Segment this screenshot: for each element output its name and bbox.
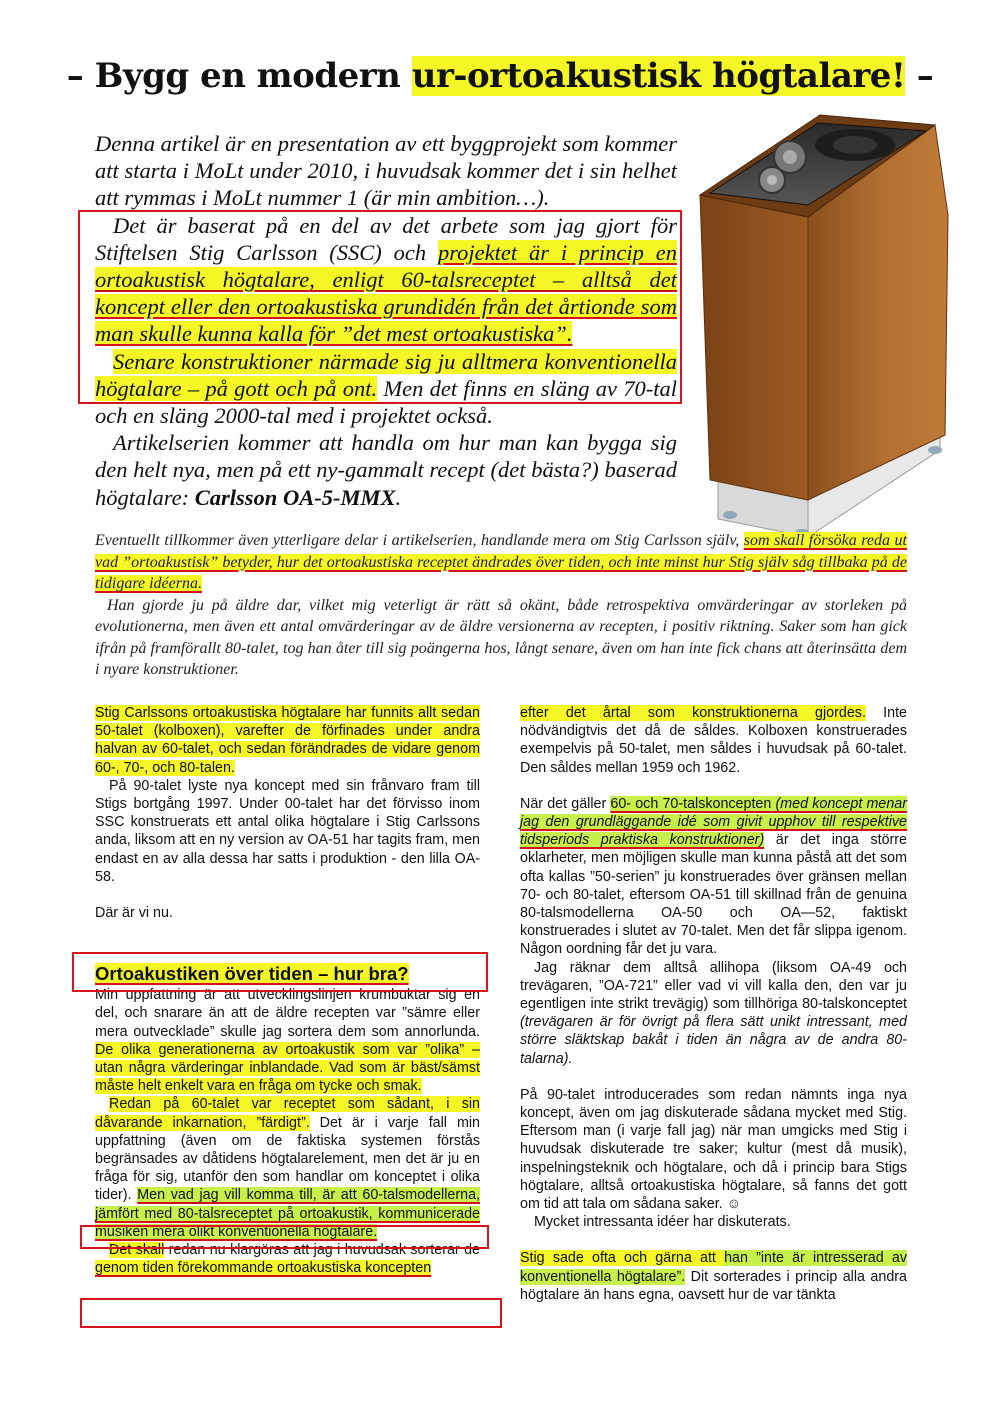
left-p6-highlight-end: genom tiden förekommande ortoakustiska koncepten	[95, 1260, 432, 1277]
intro-p4-start: Artikelserien kommer att handla om hur man kan bygga sig den helt nya, men på ett ny-gammalt recept (det bästa?) baserad högtalare:	[95, 430, 677, 510]
right-paragraph-1	[520, 704, 907, 777]
left-paragraph-1	[95, 704, 480, 777]
left-paragraph-3: Där är vi nu.	[95, 905, 173, 922]
title-dash-left: – Bygg en modern	[66, 56, 412, 96]
intro-paragraph-4	[95, 429, 677, 511]
intro-p2-start: Det är baserat på en del av det arbete som jag gjort för Stiftelsen Stig Carlsson (SSC) och	[95, 212, 677, 265]
left-p6-highlight: Det skall	[109, 1242, 165, 1259]
intro-paragraph-3	[95, 348, 677, 430]
left-p5-highlight-green: Men vad jag vill komma till, är att 60-talsmodellerna, jämfört med 80-talsreceptet på ortoakustik, kommunicerade musiken mera olikt konventionella högtalare.	[95, 1187, 480, 1240]
model-name: Carlsson OA-5-MMX	[194, 484, 396, 510]
section-heading	[95, 962, 480, 986]
intro-p3-rest: Men det finns en släng av 70-tal och en släng 2000-tal med i projektet också.	[95, 375, 677, 429]
intro-p2-highlight: projektet är i princip en ortoakustisk högtalare	[95, 239, 677, 293]
right-p2-rest: är det inga större oklarheter, men möjligen skulle man kunna påstå att det som ofta kallas ”50-serien” ju konstruerades över gränsen mellan 70- och 80-talet, eftersom OA-51 till skillnad från de genuina 80-talsmodellerna OA-50 och OA—52, faktiskt konstruerades i slutet av 70-talet. Men det får slippa igenom. Någon oordning får det ju vara.	[520, 832, 907, 958]
right-p6-rest: Dit sorterades i princip alla andra högtalare än hans egna, oavsett hur de var tänkta	[520, 1268, 907, 1303]
secondary-section	[95, 530, 907, 681]
title-highlight: ur-ortoakustisk högtalare!	[411, 56, 906, 96]
left-paragraph-4	[95, 986, 480, 1095]
left-p5-middle: Det är i varje fall min uppfattning (även om de faktiska systemen förstås begränsades av dåtidens högtalarelement, men det är ju en fråga för sig, utanför den som handlar om konceptet i olika tider).	[95, 1114, 480, 1204]
intro-paragraph-1: Denna artikel är en presentation av ett byggprojekt som kommer att starta i MoLt under 2010, i huvudsak kommer det i sin helhet att rymmas i MoLt nummer 1 (är min ambition…).	[95, 131, 677, 211]
right-paragraph-3	[520, 959, 907, 1068]
right-p2-highlight: 60- och 70-talskoncepten	[610, 795, 772, 812]
intro-p2-highlight-rest: , enligt 60-talsreceptet – alltså det koncept eller den ortoakustiska grundidén från det årtionde som man skulle kunna kalla för ”det mest ortoakustiska”.	[95, 267, 678, 347]
section-heading-text: Ortoakustiken över tiden – hur bra?	[95, 963, 409, 985]
right-p1-rest: Inte nödvändigtvis det då de såldes. Kolboxen konstruerades exempelvis på 50-talet, men såldes i huvudsak på 60-talet. Den såldes mellan 1959 och 1962.	[520, 705, 907, 776]
secondary-p1-highlight: som skall försöka reda ut vad ”ortoakustisk” betyder, hur det ortoakustiska receptet ändrades över tiden, och inte minst hur Stig själv såg tillbaka på de tidigare idéerna.	[95, 532, 907, 592]
left-p4-highlight: De olika generationerna av ortoakustik som var ”olika” – utan några värderingar inblandade. Vad som är bäst/sämst måste helt enkelt vara en fråga om tycke och smak.	[95, 1041, 480, 1095]
intro-paragraph-2	[95, 212, 677, 348]
left-p6-middle: redan nu klargöras att jag i huvudsak sorterar de	[164, 1242, 481, 1259]
left-p5-highlight: Redan på 60-talet var receptet som sådant, i sin dåvarande inkarnation, ”färdigt”.	[95, 1096, 480, 1131]
speaker-cabinet-render	[690, 105, 970, 550]
left-bottom-red-frame-2	[80, 1298, 502, 1328]
right-p2-start: När det gäller	[520, 795, 611, 812]
title-dash-right: –	[905, 56, 934, 96]
intro-text	[95, 130, 677, 511]
intro-p3-highlight: Senare konstruktioner närmade sig ju alltmera konventionella högtalare – på gott och på ont.	[95, 348, 677, 401]
right-p3-start: Jag räknar dem alltså allihopa (liksom OA-49 och trevägaren, ”OA-721” eller vad vi vill kalla den, den var ju egentligen inte strikt trevägig) som tillhöriga 80-talskonceptet	[520, 959, 907, 1013]
right-p1-highlight: efter det årtal som konstruktionerna gjordes.	[520, 705, 866, 721]
right-paragraph-5: Mycket intressanta idéer har diskuterats.	[534, 1214, 791, 1231]
right-p6-highlight-quote: han ”inte är intresserad av konventionella högtalare”.	[520, 1250, 907, 1285]
right-column	[520, 704, 907, 1304]
secondary-p1-start: Eventuellt tillkommer även ytterligare delar i artikelserien, handlande mera om Stig Carlsson själv,	[95, 532, 744, 549]
left-p1-highlight: Stig Carlssons ortoakustiska högtalare har funnits allt sedan 50-talet (kolboxen), varefter de förfinades under andra halvan av 60-talet, och sedan förändrades de vidare genom 60-, 70-, och 80-talen.	[95, 705, 480, 776]
left-paragraph-6	[95, 1241, 480, 1277]
right-p3-italic: (trevägaren är för övrigt på flera sätt unikt intressant, med större släktskap bakåt i tiden än några av de andra 80-talarna).	[520, 1014, 907, 1067]
left-column	[95, 704, 480, 1277]
left-p4-start: Min uppfattning är att utvecklingslinjen krumbuktar sig en del, och snarare än att de äldre recepten var ”sämre eller mera outvecklade” skulle jag sortera dem som annorlunda.	[95, 987, 480, 1040]
secondary-paragraph-2: Han gjorde ju på äldre dar, vilket mig veterligt är rätt så okänt, både retrospektiva omvärderingar av storleken på evolutionerna, men även ett antal omvärderingar av de äldre versionerna av recepten, i positiv riktning. Saker som han gick ifrån på framförallt 80-talet, tog han åter till sig poängerna hos, långt senare, även om han inte fick chans att återinsätta dem i nyare konstruktioner.	[95, 596, 907, 678]
left-paragraph-5	[95, 1095, 480, 1241]
left-paragraph-2: På 90-talet lyste nya koncept med sin frånvaro fram till Stigs bortgång 1997. Under 00-talet har det förvisso inom SSC konstruerats ett antal olika högtalare i Stig Carlssons anda, liksom att en ny version av OA-51 har tagits fram, men endast en av alla dessa har satts i produktion - den lilla OA-58.	[95, 777, 480, 885]
secondary-paragraph-1	[95, 530, 907, 595]
right-paragraph-6	[520, 1249, 907, 1304]
page-title	[0, 56, 1000, 96]
right-p6-highlight-start: Stig sade ofta och gärna att	[520, 1250, 725, 1267]
intro-p4-end: .	[395, 484, 402, 510]
right-p2-italic-highlight: (med koncept menar jag den grundläggande idé som givit upphov till respektive tidsperiods praktiska konstruktioner)	[520, 795, 908, 849]
right-paragraph-4: På 90-talet introducerades som redan nämnts inga nya koncept, även om jag diskuterade sådana mycket med Stig. Eftersom man (i varje fall jag) när man umgicks med Stig i huvudsak diskuterade tre saker; kultur (mest då musik), inspelningsteknik och högtalare, och då i princip bara Stigs högtalare, alltså ortoakustiska högtalare, så fanns det gott om tid att tala om sådana saker. ☺	[520, 1086, 907, 1213]
right-paragraph-2	[520, 795, 907, 959]
